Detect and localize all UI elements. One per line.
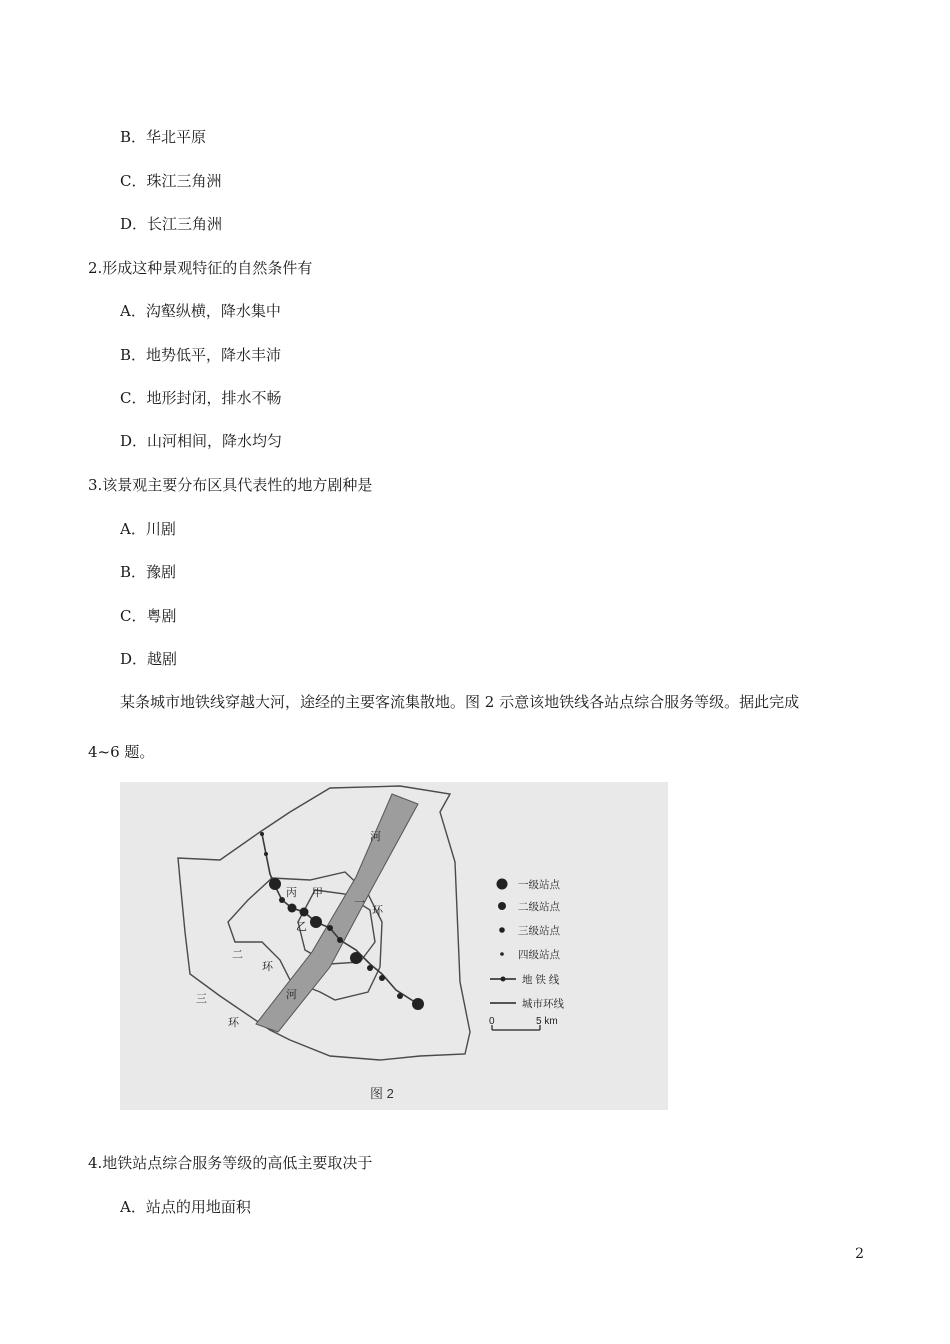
option-b: B．豫剧 xyxy=(120,563,177,581)
legend-level4: 四级站点 xyxy=(518,949,560,961)
figure-caption: 图 2 xyxy=(370,1086,394,1101)
label-ring2: 二 xyxy=(232,949,243,961)
label-bing: 丙 xyxy=(286,887,297,899)
passage-line-1: 某条城市地铁线穿越大河，途经的主要客流集散地。图 2 示意该地铁线各站点综合服务等级。据此完成 xyxy=(120,693,800,711)
station-level4 xyxy=(264,852,268,856)
option-b: B．地势低平，降水丰沛 xyxy=(120,346,282,364)
option-c: C．珠江三角洲 xyxy=(120,172,222,190)
option-a: A．沟壑纵横，降水集中 xyxy=(120,302,281,320)
label-yi: 乙 xyxy=(296,921,307,933)
station-level3 xyxy=(379,975,385,981)
legend-ring: 城市环线 xyxy=(522,998,564,1010)
station-level1 xyxy=(269,878,281,890)
question-4: 4.地铁站点综合服务等级的高低主要取决于 xyxy=(88,1154,373,1172)
label-river-bottom: 河 xyxy=(286,989,297,1001)
legend-level1: 一级站点 xyxy=(518,879,560,891)
question-2: 2.形成这种景观特征的自然条件有 xyxy=(88,259,313,277)
station-level4 xyxy=(260,832,264,836)
label-ring2-b: 环 xyxy=(262,961,273,973)
station-level1 xyxy=(310,916,322,928)
station-level2 xyxy=(288,904,297,913)
passage-line-2: 4~6 题。 xyxy=(88,743,155,761)
ring-3 xyxy=(178,786,470,1060)
station-level2 xyxy=(300,908,309,917)
station-level3 xyxy=(279,897,285,903)
option-a: A．站点的用地面积 xyxy=(120,1198,251,1216)
station-level3 xyxy=(397,993,403,999)
label-ring3: 三 xyxy=(196,993,207,1005)
scale-value: 5 km xyxy=(536,1016,558,1027)
legend-level3: 三级站点 xyxy=(518,925,560,937)
station-level1 xyxy=(350,952,362,964)
legend-subway: 地 铁 线 xyxy=(522,974,560,986)
legend-level1-icon xyxy=(497,879,508,890)
question-3: 3.该景观主要分布区具代表性的地方剧种是 xyxy=(88,476,373,494)
option-c: C．粤剧 xyxy=(120,607,177,625)
legend-level2: 二级站点 xyxy=(518,901,560,913)
legend-level2-icon xyxy=(498,902,506,910)
station-level3 xyxy=(367,965,373,971)
legend-level4-icon xyxy=(500,952,504,956)
station-level3 xyxy=(337,937,343,943)
option-c: C．地形封闭，排水不畅 xyxy=(120,389,282,407)
station-level3 xyxy=(327,925,333,931)
label-ring3-b: 环 xyxy=(228,1017,239,1029)
label-river-top: 河 xyxy=(370,831,381,843)
station-level1 xyxy=(412,998,424,1010)
page-number: 2 xyxy=(855,1246,864,1262)
option-d: D．山河相间，降水均匀 xyxy=(120,432,283,450)
scale-zero: 0 xyxy=(489,1016,495,1027)
legend-level3-icon xyxy=(499,927,505,933)
label-jia: 甲 xyxy=(312,887,323,899)
river xyxy=(256,794,418,1032)
option-d: D．长江三角洲 xyxy=(120,215,223,233)
option-a: A．川剧 xyxy=(120,520,176,538)
option-d: D．越剧 xyxy=(120,650,178,668)
label-ring1: 一 xyxy=(354,897,365,909)
label-ring1-b: 环 xyxy=(372,905,383,917)
subway-map-figure xyxy=(120,782,668,1110)
option-b: B．华北平原 xyxy=(120,128,207,146)
